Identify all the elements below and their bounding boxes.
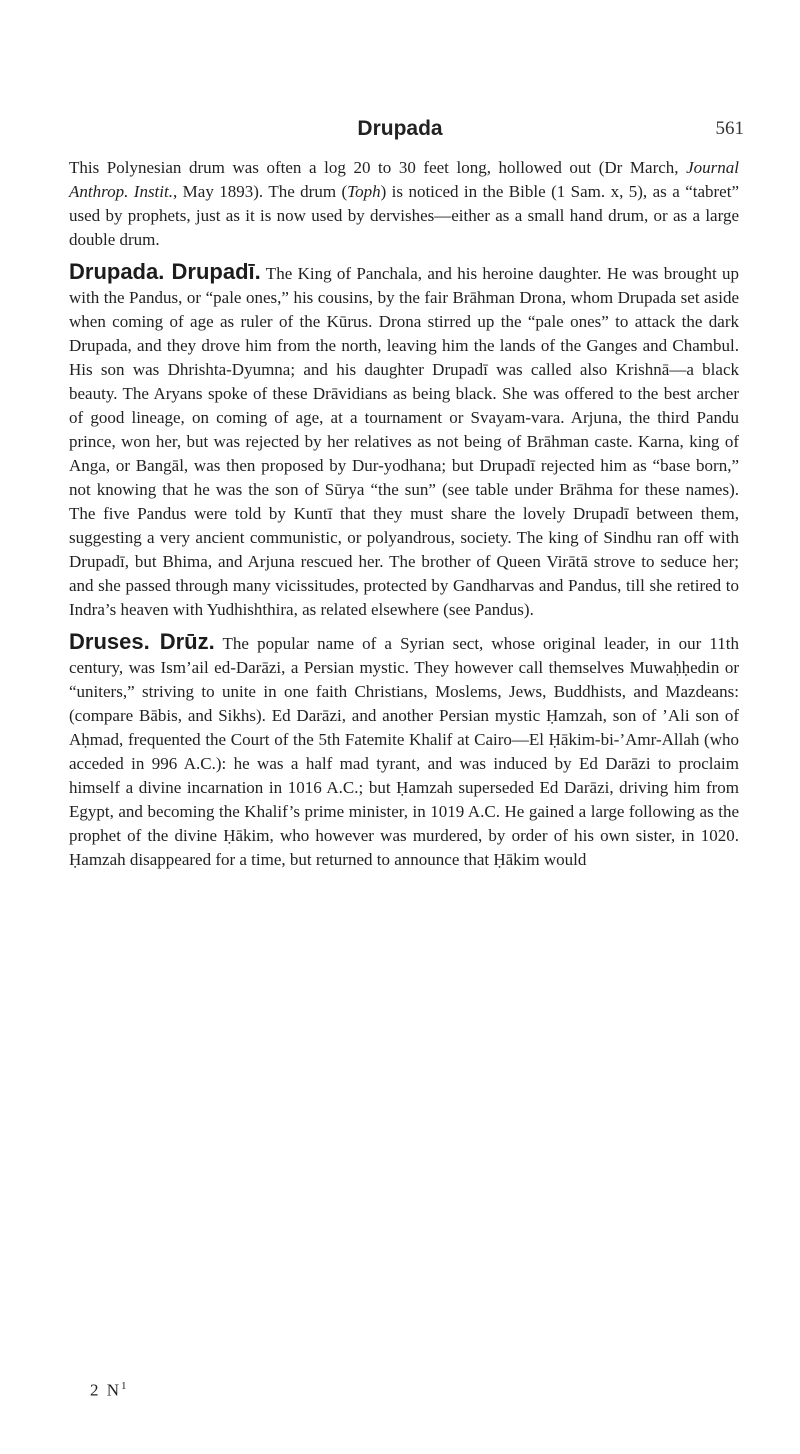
intro-text-1: This Polynesian drum was often a log 20 to 30 feet long, hollowed out (Dr March,: [69, 158, 687, 177]
signature-mark: [90, 1380, 129, 1401]
entry-drupada: [69, 260, 739, 622]
toph-term: Toph: [347, 182, 381, 201]
intro-paragraph: [69, 156, 739, 252]
page-title: Drupada: [357, 117, 443, 140]
body-text: [69, 156, 739, 872]
journal-title: Journal Anthrop. Instit.: [69, 158, 739, 201]
intro-text-2: , May 1893). The drum (: [172, 182, 348, 201]
entry-drupada-text: The King of Panchala, and his heroine daughter. He was brought up with the Pandus, or “pale ones,” his cousins, by the fair Brāhman Drona, whom Drupada set aside when coming of age as ruler of the Kūrus. Drona stirred up the “pale ones” to attack the dark Drupada, and they drove him from the north, leaving him the lands of the Ganges and Chambul. His son was Dhrishta-Dyumna; and his daughter Drupadī was called also Krishnā—a black beauty. The Aryans spoke of these Drāvidians as being black. She was offered to the best archer of good lineage, on coming of age, at a tournament or Svayam-vara. Arjuna, the third Pandu prince, won her, but was rejected by her relatives as not being of Brāhman caste. Karna, king of Anga, or Bangāl, was then proposed by Dur-yodhana; but Drupadī rejected him as “base born,” not knowing that he was the son of Sūrya “the sun” (see table under Brāhma for these names). The five Pandus were told by Kuntī that they must share the lovely Drupadī between them, suggesting a very ancient communistic, or polyandrous, society. The king of Sindhu ran off with Drupadī, but Bhima, and Arjuna rescued her. The brother of Queen Virātā strove to seduce her; and she passed through many vicissitudes, protected by Gandharvas and Pandus, till she retired to Indra’s heaven with Yudhishthira, as related elsewhere (see Pandus).: [69, 264, 740, 619]
page-number: 561: [715, 118, 744, 139]
intro-text-3: ) is noticed in the Bible (1 Sam. x, 5), as a “tabret” used by prophets, just as it is now used by dervishes—either as a small hand drum, or as a large double drum.: [69, 182, 739, 249]
entry-druses-text: The popular name of a Syrian sect, whose original leader, in our 11th century, was Ism’ail ed-Darāzi, a Persian mystic. They however call themselves Muwaḥḥedin or “uniters,” striving to unite in one faith Christians, Moslems, Jews, Buddhists, and Mazdeans: (compare Bābis, and Sikhs). Ed Darāzi, and another Persian mystic Ḥamzah, son of ’Ali son of Aḥmad, frequented the Court of the 5th Fatemite Khalif at Cairo—El Ḥākim-bi-’Amr-Allah (who acceded in 996 A.C.): he was a half mad tyrant, and was induced by Ed Darāzi to proclaim himself a divine incarnation in 1016 A.C.; but Ḥamzah superseded Ed Darāzi, driving him from Egypt, and becoming the Khalif’s prime minister, in 1019 A.C. He gained a large following as the prophet of the divine Ḥākim, who however was murdered, by order of his own sister, in 1020. Ḥamzah disappeared for a time, but returned to announce that Ḥākim would: [69, 634, 739, 869]
entry-druses: [69, 630, 739, 872]
headword-druses: Druses. Drūz.: [69, 629, 215, 654]
signature-text: 2 N: [90, 1380, 122, 1400]
signature-superscript: 1: [121, 1380, 129, 1392]
headword-drupada: Drupada. Drupadī.: [69, 259, 261, 284]
running-head: [0, 117, 800, 147]
